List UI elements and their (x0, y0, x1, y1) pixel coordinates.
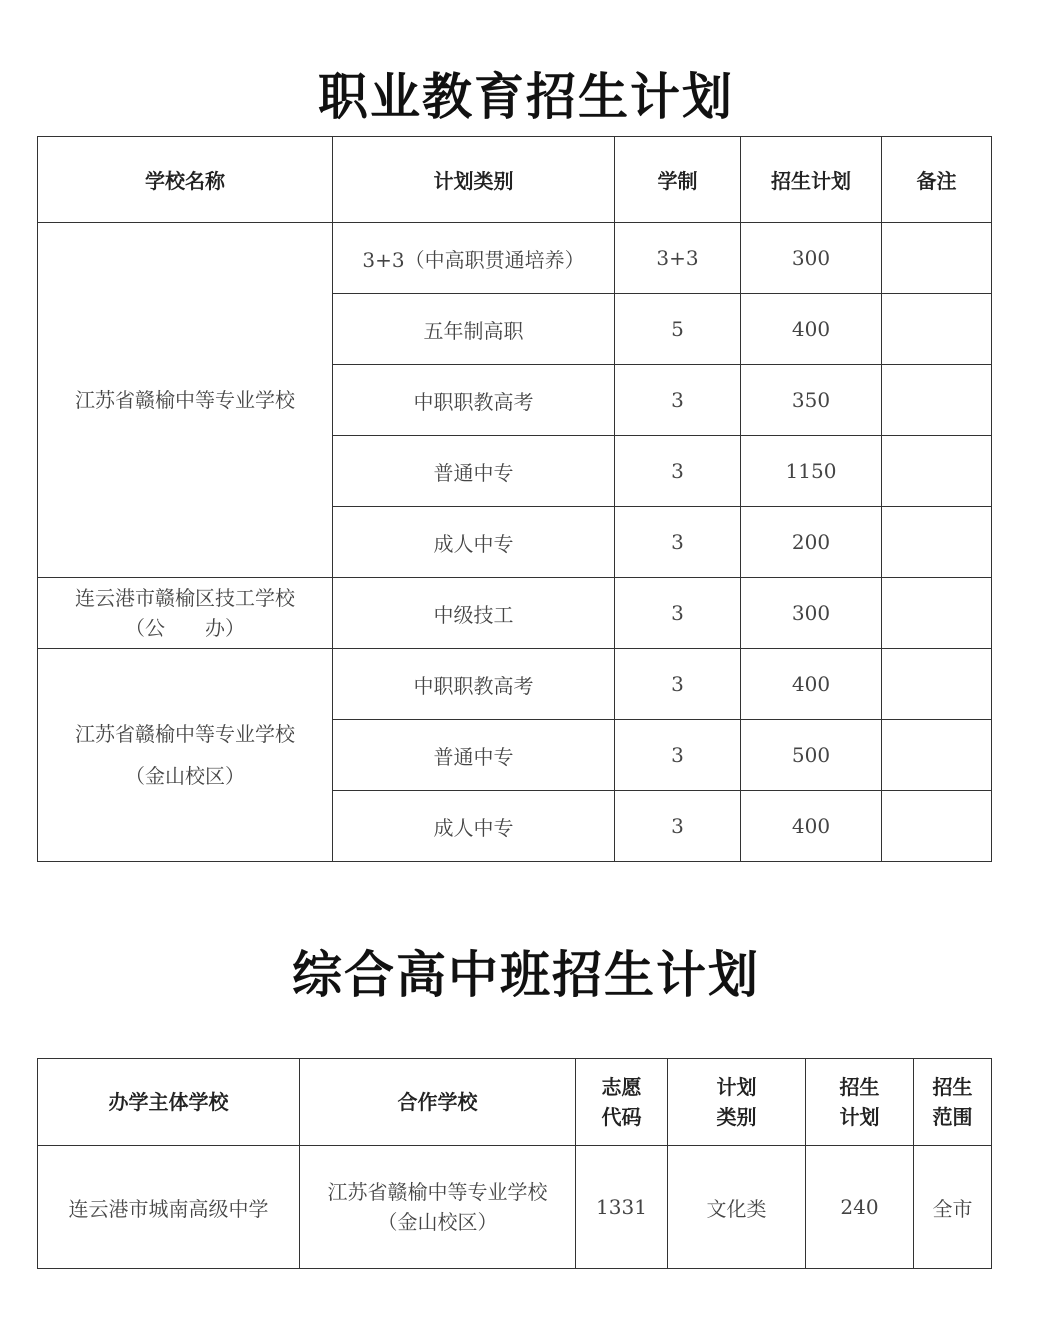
plan-cell: 400 (741, 649, 882, 720)
plan-cell: 300 (741, 578, 882, 649)
school-name-cell: 江苏省赣榆中等专业学校 （金山校区） (38, 649, 333, 862)
header-school-name: 学校名称 (38, 137, 333, 223)
years-cell: 3+3 (615, 223, 741, 294)
header-host-school: 办学主体学校 (38, 1059, 300, 1146)
years-cell: 3 (615, 578, 741, 649)
header-partner-school: 合作学校 (300, 1059, 576, 1146)
host-school-cell: 连云港市城南高级中学 (38, 1146, 300, 1269)
years-cell: 3 (615, 436, 741, 507)
header-years: 学制 (615, 137, 741, 223)
table-row (38, 1146, 992, 1269)
category-cell: 普通中专 (333, 436, 615, 507)
category-cell: 中职职教高考 (333, 365, 615, 436)
note-cell (882, 294, 992, 365)
category-cell: 中级技工 (333, 578, 615, 649)
years-cell: 3 (615, 649, 741, 720)
table-row (38, 649, 992, 720)
header-plan-category: 计划 类别 (668, 1059, 806, 1146)
table-row (38, 578, 992, 649)
table-header-row (38, 1059, 992, 1146)
note-cell (882, 507, 992, 578)
note-cell (882, 649, 992, 720)
note-cell (882, 791, 992, 862)
header-remarks: 备注 (882, 137, 992, 223)
category-cell: 成人中专 (333, 791, 615, 862)
note-cell (882, 720, 992, 791)
category-cell: 中职职教高考 (333, 649, 615, 720)
header-plan-category: 计划类别 (333, 137, 615, 223)
years-cell: 3 (615, 365, 741, 436)
plan-cell: 400 (741, 294, 882, 365)
plan-cell: 240 (806, 1146, 914, 1269)
comprehensive-plan-table (37, 1058, 992, 1269)
header-application-code: 志愿 代码 (576, 1059, 668, 1146)
header-enrollment-scope: 招生 范围 (914, 1059, 992, 1146)
plan-cell: 500 (741, 720, 882, 791)
note-cell (882, 436, 992, 507)
vocational-plan-table (37, 136, 992, 862)
code-cell: 1331 (576, 1146, 668, 1269)
plan-cell: 350 (741, 365, 882, 436)
category-cell: 五年制高职 (333, 294, 615, 365)
scope-cell: 全市 (914, 1146, 992, 1269)
years-cell: 3 (615, 791, 741, 862)
note-cell (882, 365, 992, 436)
school-name-cell: 连云港市赣榆区技工学校 （公 办） (38, 578, 333, 649)
header-enrollment-plan: 招生计划 (741, 137, 882, 223)
header-enrollment-plan: 招生 计划 (806, 1059, 914, 1146)
category-cell: 成人中专 (333, 507, 615, 578)
table-row (38, 223, 992, 294)
plan-cell: 400 (741, 791, 882, 862)
plan-cell: 300 (741, 223, 882, 294)
years-cell: 5 (615, 294, 741, 365)
school-name-cell: 江苏省赣榆中等专业学校 (38, 223, 333, 578)
years-cell: 3 (615, 507, 741, 578)
partner-school-cell: 江苏省赣榆中等专业学校 （金山校区） (300, 1146, 576, 1269)
category-cell: 普通中专 (333, 720, 615, 791)
vocational-plan-title: 职业教育招生计划 (318, 67, 734, 126)
note-cell (882, 223, 992, 294)
comprehensive-plan-title: 综合高中班招生计划 (292, 945, 760, 1004)
years-cell: 3 (615, 720, 741, 791)
plan-cell: 200 (741, 507, 882, 578)
table-header-row (38, 137, 992, 223)
plan-cell: 1150 (741, 436, 882, 507)
note-cell (882, 578, 992, 649)
category-cell: 3+3（中高职贯通培养） (333, 223, 615, 294)
category-cell: 文化类 (668, 1146, 806, 1269)
